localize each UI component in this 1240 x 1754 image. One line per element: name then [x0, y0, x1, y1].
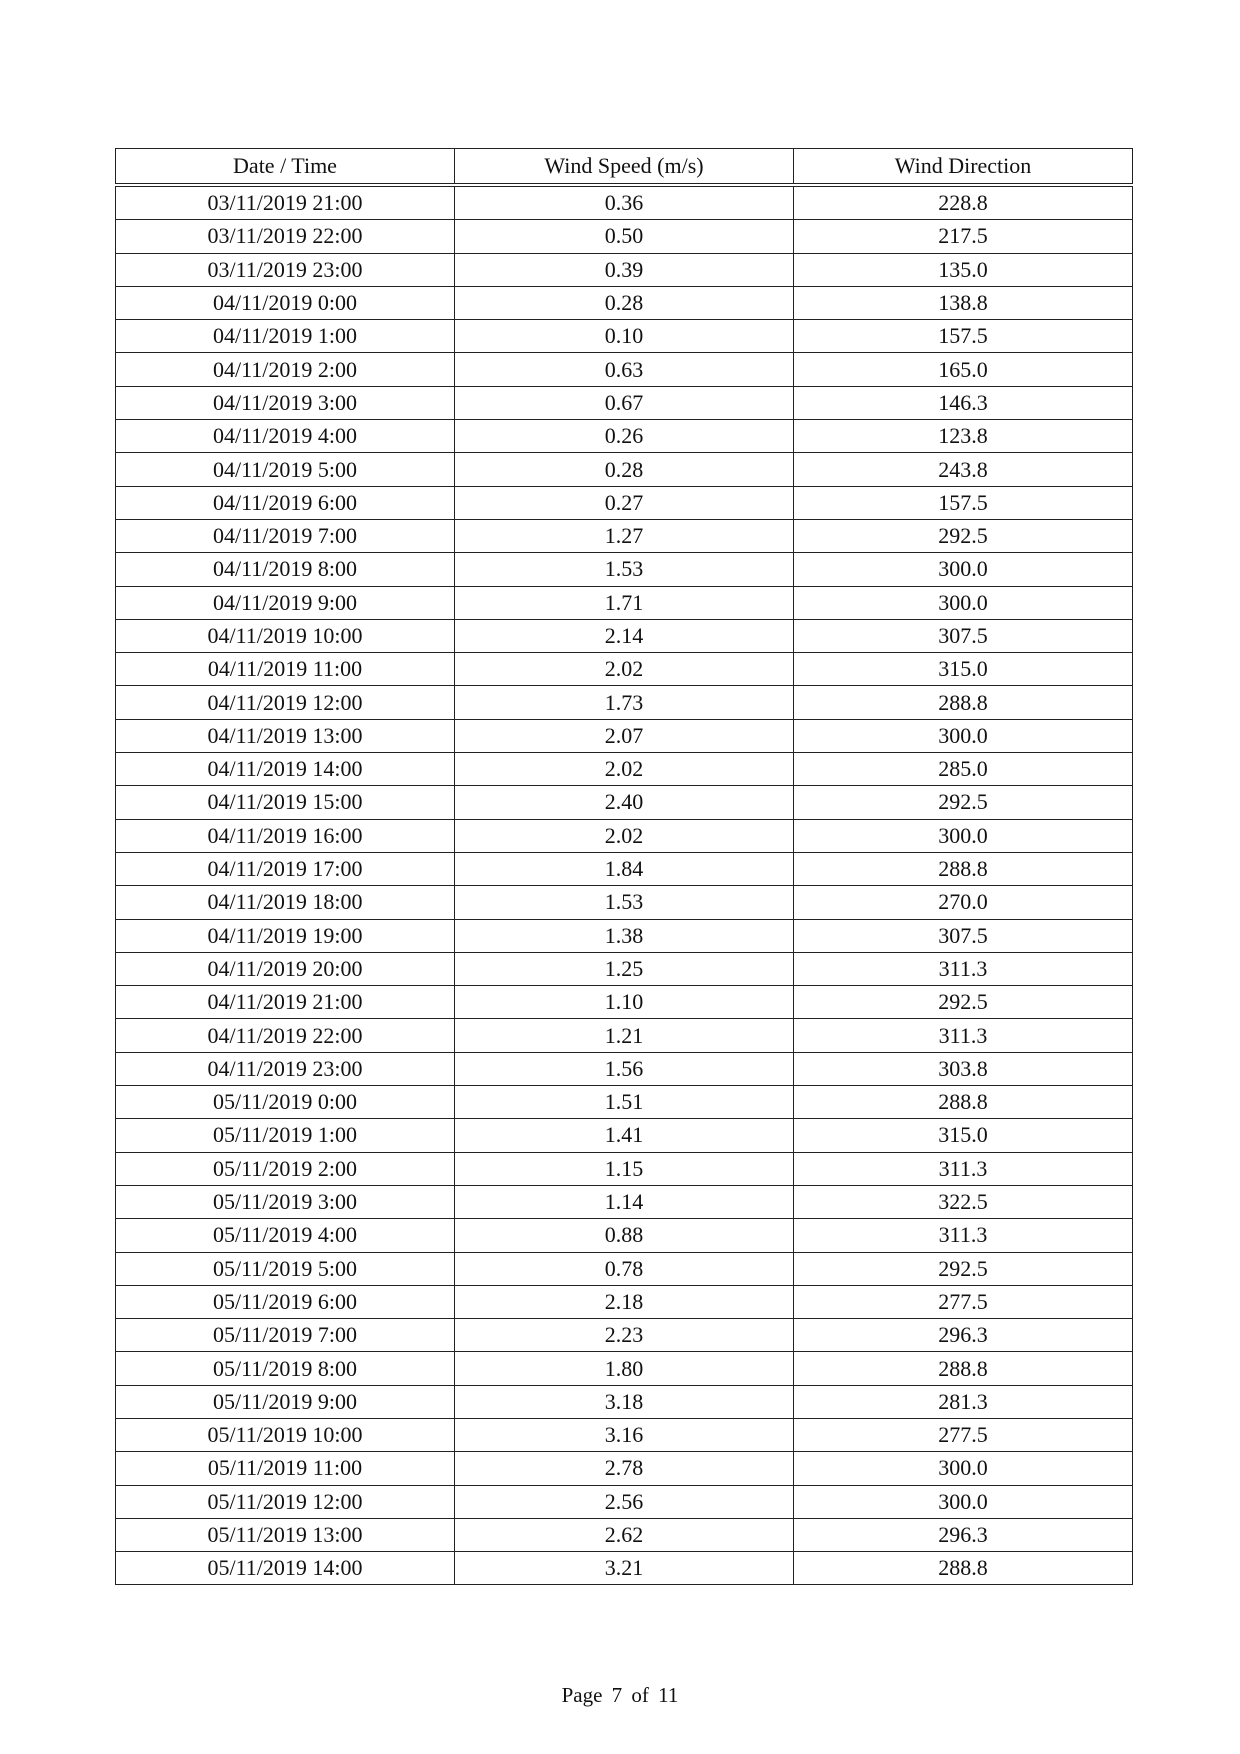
cell-wind-speed: 2.23 — [455, 1319, 794, 1352]
cell-wind-direction: 288.8 — [794, 1552, 1133, 1585]
cell-wind-speed: 3.21 — [455, 1552, 794, 1585]
table-row — [116, 185, 1133, 220]
table-row — [116, 320, 1133, 353]
table-row — [116, 952, 1133, 985]
cell-wind-direction: 300.0 — [794, 819, 1133, 852]
cell-wind-speed: 2.18 — [455, 1285, 794, 1318]
cell-date-time: 05/11/2019 3:00 — [116, 1185, 455, 1218]
cell-wind-speed: 3.16 — [455, 1418, 794, 1451]
table-body — [116, 185, 1133, 1585]
table-header — [116, 149, 1133, 186]
cell-wind-direction: 296.3 — [794, 1319, 1133, 1352]
table-row — [116, 1485, 1133, 1518]
cell-wind-speed: 1.41 — [455, 1119, 794, 1152]
table-row — [116, 886, 1133, 919]
cell-wind-direction: 288.8 — [794, 852, 1133, 885]
cell-date-time: 04/11/2019 17:00 — [116, 852, 455, 885]
cell-wind-speed: 2.62 — [455, 1518, 794, 1551]
cell-date-time: 04/11/2019 0:00 — [116, 286, 455, 319]
wind-data-table-container — [115, 148, 1133, 1585]
table-row — [116, 1518, 1133, 1551]
table-row — [116, 852, 1133, 885]
cell-date-time: 04/11/2019 6:00 — [116, 486, 455, 519]
cell-date-time: 05/11/2019 4:00 — [116, 1219, 455, 1252]
cell-wind-speed: 2.78 — [455, 1452, 794, 1485]
cell-wind-direction: 146.3 — [794, 386, 1133, 419]
cell-date-time: 04/11/2019 18:00 — [116, 886, 455, 919]
cell-date-time: 03/11/2019 23:00 — [116, 253, 455, 286]
cell-wind-direction: 277.5 — [794, 1285, 1133, 1318]
cell-wind-speed: 1.73 — [455, 686, 794, 719]
table-row — [116, 1319, 1133, 1352]
cell-wind-direction: 315.0 — [794, 1119, 1133, 1152]
table-row — [116, 1086, 1133, 1119]
cell-wind-speed: 0.28 — [455, 453, 794, 486]
cell-wind-direction: 322.5 — [794, 1185, 1133, 1218]
table-row — [116, 1285, 1133, 1318]
cell-wind-direction: 303.8 — [794, 1052, 1133, 1085]
cell-wind-speed: 1.84 — [455, 852, 794, 885]
cell-wind-direction: 300.0 — [794, 586, 1133, 619]
cell-date-time: 05/11/2019 13:00 — [116, 1518, 455, 1551]
cell-date-time: 05/11/2019 6:00 — [116, 1285, 455, 1318]
table-row — [116, 719, 1133, 752]
cell-wind-speed: 0.26 — [455, 420, 794, 453]
cell-wind-speed: 2.02 — [455, 819, 794, 852]
cell-wind-speed: 1.25 — [455, 952, 794, 985]
table-row — [116, 619, 1133, 652]
cell-date-time: 03/11/2019 22:00 — [116, 220, 455, 253]
table-row — [116, 986, 1133, 1019]
cell-wind-speed: 2.07 — [455, 719, 794, 752]
cell-wind-speed: 0.63 — [455, 353, 794, 386]
cell-date-time: 05/11/2019 7:00 — [116, 1319, 455, 1352]
table-row — [116, 286, 1133, 319]
cell-wind-speed: 3.18 — [455, 1385, 794, 1418]
header-wind-speed: Wind Speed (m/s) — [455, 149, 794, 186]
cell-wind-speed: 1.53 — [455, 553, 794, 586]
cell-wind-direction: 135.0 — [794, 253, 1133, 286]
cell-wind-direction: 300.0 — [794, 1452, 1133, 1485]
cell-date-time: 05/11/2019 0:00 — [116, 1086, 455, 1119]
cell-wind-speed: 0.10 — [455, 320, 794, 353]
cell-wind-direction: 292.5 — [794, 519, 1133, 552]
cell-wind-direction: 292.5 — [794, 786, 1133, 819]
cell-date-time: 04/11/2019 23:00 — [116, 1052, 455, 1085]
table-row — [116, 1418, 1133, 1451]
cell-wind-speed: 1.71 — [455, 586, 794, 619]
cell-wind-speed: 0.39 — [455, 253, 794, 286]
cell-date-time: 04/11/2019 4:00 — [116, 420, 455, 453]
cell-wind-direction: 300.0 — [794, 1485, 1133, 1518]
cell-wind-speed: 0.36 — [455, 185, 794, 220]
cell-wind-speed: 1.21 — [455, 1019, 794, 1052]
cell-wind-speed: 1.27 — [455, 519, 794, 552]
cell-wind-direction: 292.5 — [794, 1252, 1133, 1285]
cell-wind-direction: 138.8 — [794, 286, 1133, 319]
cell-date-time: 04/11/2019 13:00 — [116, 719, 455, 752]
cell-date-time: 04/11/2019 11:00 — [116, 653, 455, 686]
cell-wind-direction: 311.3 — [794, 1019, 1133, 1052]
cell-wind-speed: 0.50 — [455, 220, 794, 253]
cell-wind-speed: 2.56 — [455, 1485, 794, 1518]
cell-date-time: 04/11/2019 21:00 — [116, 986, 455, 1019]
table-row — [116, 553, 1133, 586]
table-row — [116, 753, 1133, 786]
cell-date-time: 04/11/2019 22:00 — [116, 1019, 455, 1052]
table-row — [116, 1385, 1133, 1418]
table-row — [116, 1452, 1133, 1485]
cell-wind-direction: 296.3 — [794, 1518, 1133, 1551]
cell-wind-speed: 2.02 — [455, 753, 794, 786]
table-row — [116, 919, 1133, 952]
cell-wind-direction: 277.5 — [794, 1418, 1133, 1451]
cell-wind-speed: 0.27 — [455, 486, 794, 519]
cell-date-time: 04/11/2019 1:00 — [116, 320, 455, 353]
cell-date-time: 04/11/2019 15:00 — [116, 786, 455, 819]
cell-wind-speed: 2.40 — [455, 786, 794, 819]
table-row — [116, 1052, 1133, 1085]
cell-wind-direction: 123.8 — [794, 420, 1133, 453]
cell-date-time: 04/11/2019 5:00 — [116, 453, 455, 486]
cell-wind-direction: 315.0 — [794, 653, 1133, 686]
cell-date-time: 04/11/2019 16:00 — [116, 819, 455, 852]
cell-wind-direction: 285.0 — [794, 753, 1133, 786]
header-wind-direction: Wind Direction — [794, 149, 1133, 186]
cell-wind-direction: 311.3 — [794, 952, 1133, 985]
cell-wind-direction: 288.8 — [794, 1086, 1133, 1119]
table-row — [116, 1185, 1133, 1218]
cell-wind-speed: 0.78 — [455, 1252, 794, 1285]
cell-wind-speed: 1.51 — [455, 1086, 794, 1119]
table-row — [116, 486, 1133, 519]
cell-wind-direction: 165.0 — [794, 353, 1133, 386]
table-row — [116, 819, 1133, 852]
cell-date-time: 04/11/2019 8:00 — [116, 553, 455, 586]
cell-wind-speed: 1.53 — [455, 886, 794, 919]
table-row — [116, 253, 1133, 286]
table-row — [116, 1252, 1133, 1285]
cell-wind-speed: 1.80 — [455, 1352, 794, 1385]
cell-date-time: 04/11/2019 12:00 — [116, 686, 455, 719]
table-row — [116, 1152, 1133, 1185]
cell-date-time: 05/11/2019 2:00 — [116, 1152, 455, 1185]
cell-wind-direction: 311.3 — [794, 1219, 1133, 1252]
cell-date-time: 04/11/2019 10:00 — [116, 619, 455, 652]
cell-date-time: 05/11/2019 8:00 — [116, 1352, 455, 1385]
cell-wind-speed: 0.28 — [455, 286, 794, 319]
cell-date-time: 05/11/2019 14:00 — [116, 1552, 455, 1585]
cell-date-time: 05/11/2019 11:00 — [116, 1452, 455, 1485]
wind-data-table — [115, 148, 1133, 1585]
cell-date-time: 04/11/2019 20:00 — [116, 952, 455, 985]
table-row — [116, 586, 1133, 619]
cell-wind-speed: 1.15 — [455, 1152, 794, 1185]
cell-wind-direction: 307.5 — [794, 919, 1133, 952]
table-row — [116, 653, 1133, 686]
table-row — [116, 386, 1133, 419]
cell-date-time: 03/11/2019 21:00 — [116, 185, 455, 220]
table-row — [116, 353, 1133, 386]
cell-wind-speed: 1.56 — [455, 1052, 794, 1085]
cell-date-time: 05/11/2019 10:00 — [116, 1418, 455, 1451]
cell-wind-speed: 1.38 — [455, 919, 794, 952]
header-row — [116, 149, 1133, 186]
table-row — [116, 1552, 1133, 1585]
cell-date-time: 04/11/2019 7:00 — [116, 519, 455, 552]
cell-wind-direction: 157.5 — [794, 320, 1133, 353]
table-row — [116, 786, 1133, 819]
cell-wind-direction: 292.5 — [794, 986, 1133, 1019]
cell-wind-direction: 270.0 — [794, 886, 1133, 919]
cell-date-time: 04/11/2019 2:00 — [116, 353, 455, 386]
cell-wind-speed: 2.02 — [455, 653, 794, 686]
table-row — [116, 1352, 1133, 1385]
table-row — [116, 686, 1133, 719]
header-date-time: Date / Time — [116, 149, 455, 186]
cell-wind-direction: 228.8 — [794, 185, 1133, 220]
cell-date-time: 04/11/2019 19:00 — [116, 919, 455, 952]
table-row — [116, 453, 1133, 486]
cell-wind-speed: 2.14 — [455, 619, 794, 652]
cell-wind-direction: 281.3 — [794, 1385, 1133, 1418]
cell-wind-direction: 300.0 — [794, 719, 1133, 752]
table-row — [116, 519, 1133, 552]
cell-date-time: 04/11/2019 14:00 — [116, 753, 455, 786]
table-row — [116, 1119, 1133, 1152]
cell-date-time: 04/11/2019 9:00 — [116, 586, 455, 619]
cell-wind-speed: 1.10 — [455, 986, 794, 1019]
page-number: Page 7 of 11 — [561, 1683, 679, 1707]
cell-wind-direction: 288.8 — [794, 1352, 1133, 1385]
cell-wind-direction: 307.5 — [794, 619, 1133, 652]
table-row — [116, 220, 1133, 253]
cell-wind-direction: 300.0 — [794, 553, 1133, 586]
table-row — [116, 1219, 1133, 1252]
table-row — [116, 1019, 1133, 1052]
cell-date-time: 05/11/2019 1:00 — [116, 1119, 455, 1152]
cell-date-time: 05/11/2019 12:00 — [116, 1485, 455, 1518]
cell-date-time: 04/11/2019 3:00 — [116, 386, 455, 419]
cell-wind-direction: 243.8 — [794, 453, 1133, 486]
cell-wind-direction: 217.5 — [794, 220, 1133, 253]
cell-wind-speed: 1.14 — [455, 1185, 794, 1218]
cell-wind-speed: 0.88 — [455, 1219, 794, 1252]
cell-wind-direction: 288.8 — [794, 686, 1133, 719]
cell-date-time: 05/11/2019 9:00 — [116, 1385, 455, 1418]
cell-wind-direction: 157.5 — [794, 486, 1133, 519]
cell-wind-direction: 311.3 — [794, 1152, 1133, 1185]
cell-date-time: 05/11/2019 5:00 — [116, 1252, 455, 1285]
table-row — [116, 420, 1133, 453]
cell-wind-speed: 0.67 — [455, 386, 794, 419]
